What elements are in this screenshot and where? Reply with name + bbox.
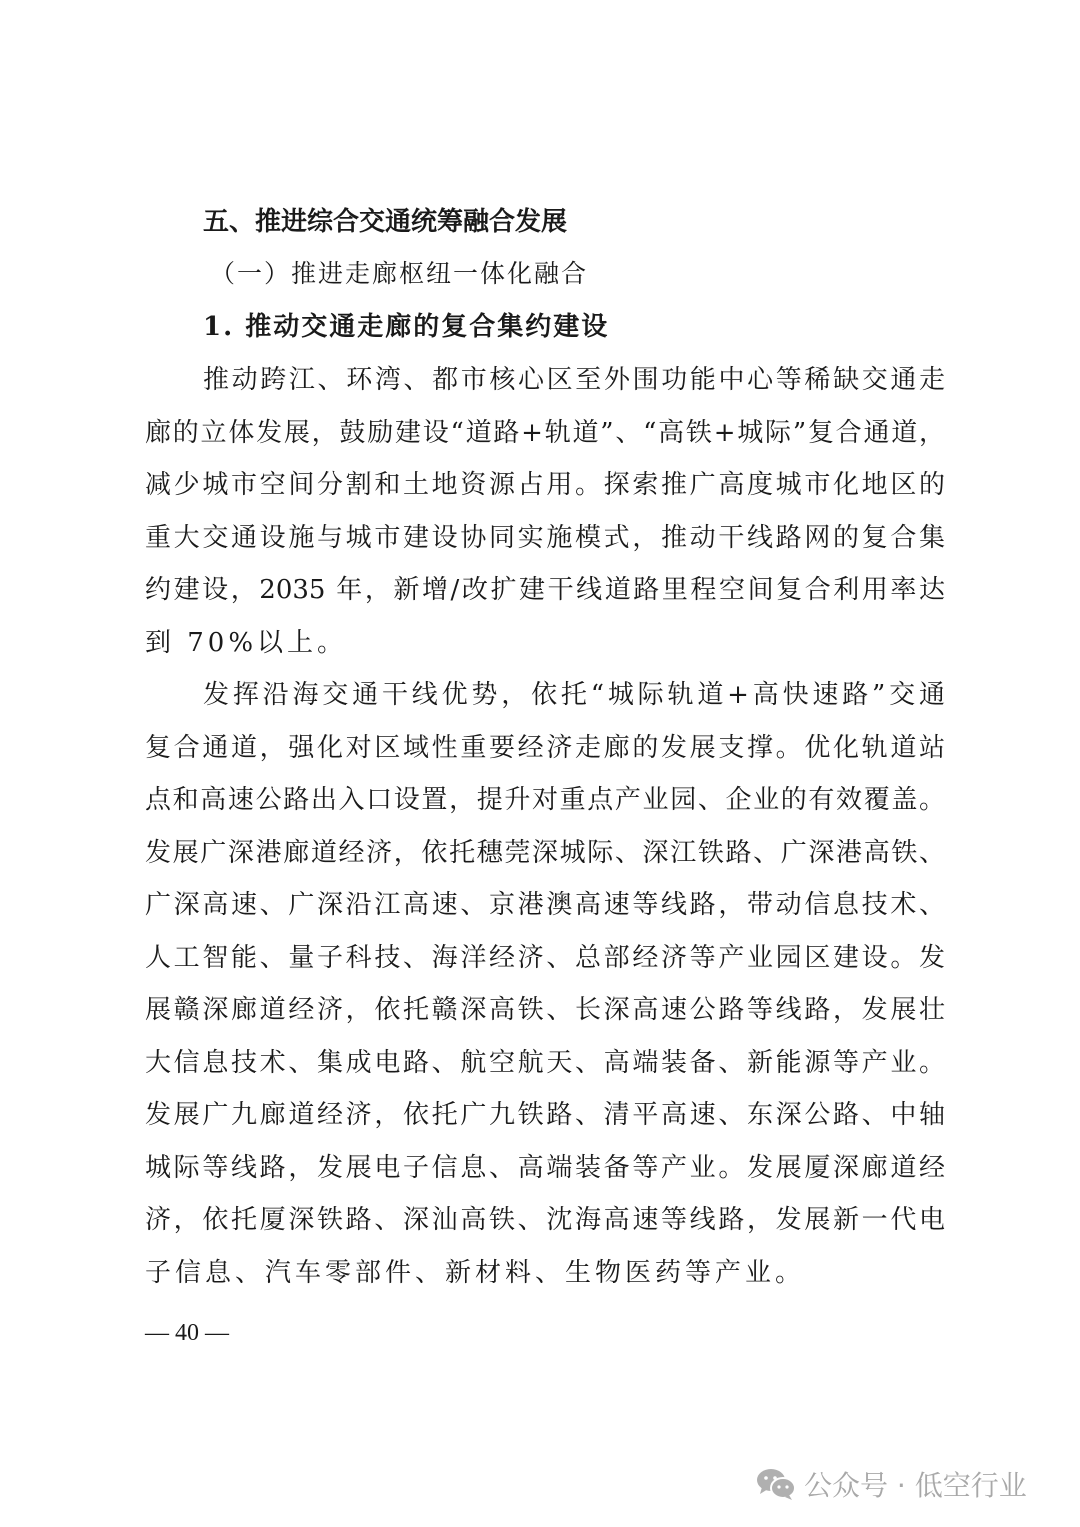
item-heading: 1. 推动交通走廊的复合集约建设 xyxy=(203,312,610,342)
paragraph-line: 点和高速公路出入口设置，提升对重点产业园、企业的有效覆盖。 xyxy=(145,785,945,815)
paragraph-line: 发展广深港廊道经济，依托穗莞深城际、深江铁路、广深港高铁、 xyxy=(145,837,945,868)
page-number: — 40 — xyxy=(145,1320,229,1346)
paragraph-line: 重大交通设施与城市建设协同实施模式，推动干线路网的复合集 xyxy=(145,522,945,553)
wechat-icon xyxy=(756,1467,796,1501)
paragraph-line: 到 70%以上。 xyxy=(145,627,348,658)
subsection-heading: （一）推进走廊枢纽一体化融合 xyxy=(210,259,589,288)
section-heading: 五、推进综合交通统筹融合发展 xyxy=(203,207,568,237)
paragraph-line: 发挥沿海交通干线优势，依托“城际轨道+高快速路”交通 xyxy=(203,680,945,710)
paragraph-line: 大信息技术、集成电路、航空航天、高端装备、新能源等产业。 xyxy=(145,1047,945,1078)
paragraph-line: 发展广九廊道经济，依托广九铁路、清平高速、东深公路、中轴 xyxy=(145,1100,945,1130)
paragraph-line: 子信息、汽车零部件、新材料、生物医药等产业。 xyxy=(145,1257,806,1288)
paragraph-line: 推动跨江、环湾、都市核心区至外围功能中心等稀缺交通走 xyxy=(203,365,945,395)
paragraph-line: 约建设，2035 年，新增/改扩建干线道路里程空间复合利用率达 xyxy=(145,575,945,605)
watermark-text: 公众号 · 低空行业 xyxy=(804,1469,1027,1502)
paragraph-line: 人工智能、量子科技、海洋经济、总部经济等产业园区建设。发 xyxy=(145,942,945,973)
paragraph-line: 展赣深廊道经济，依托赣深高铁、长深高速公路等线路，发展壮 xyxy=(145,995,945,1025)
paragraph-line: 济，依托厦深铁路、深汕高铁、沈海高速等线路，发展新一代电 xyxy=(145,1205,945,1235)
paragraph-line: 城际等线路，发展电子信息、高端装备等产业。发展厦深廊道经 xyxy=(145,1152,945,1183)
paragraph-line: 减少城市空间分割和土地资源占用。探索推广高度城市化地区的 xyxy=(145,470,945,500)
paragraph-line: 复合通道，强化对区域性重要经济走廊的发展支撑。优化轨道站 xyxy=(145,732,945,763)
paragraph-line: 广深高速、广深沿江高速、京港澳高速等线路，带动信息技术、 xyxy=(145,890,945,920)
paragraph-line: 廊的立体发展，鼓励建设“道路+轨道”、“高铁+城际”复合通道， xyxy=(145,417,945,448)
watermark xyxy=(756,1464,1027,1504)
